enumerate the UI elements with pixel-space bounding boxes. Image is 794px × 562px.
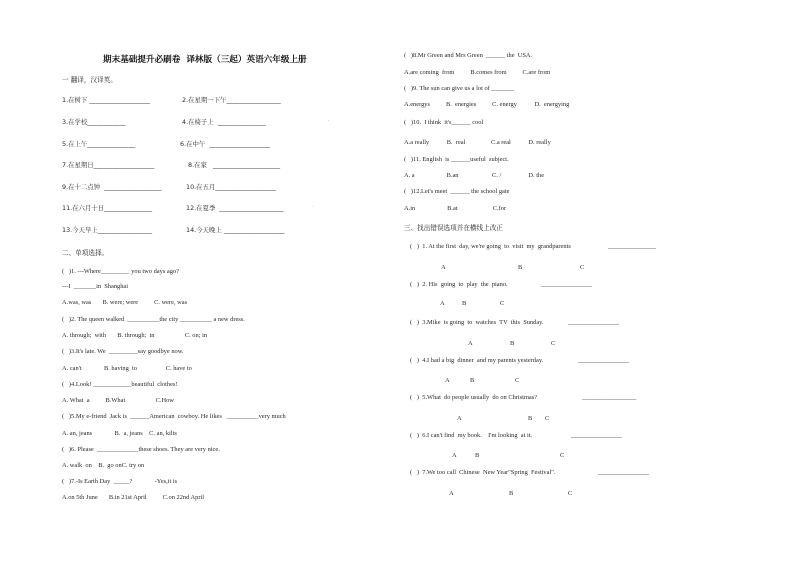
translation-item: 7.在星期日___________________ <box>62 161 155 169</box>
translation-item: 11.在六月十日_______________ <box>62 204 153 212</box>
options-line: A.are coming from B.comes from C.are from <box>404 69 551 76</box>
question-line: ( )1. ---Where_________ you two days ago? <box>62 268 179 275</box>
options-line: A. walk on B. go onC. try on <box>62 462 145 469</box>
question-line: ( )3.It's late. We _________say goodbye now. <box>62 348 184 355</box>
option-letter: B <box>470 377 475 384</box>
answer-blank: _______________ <box>608 243 656 250</box>
options-line: A.energys B. energies C. energy D. energying <box>404 101 570 108</box>
translation-item: 6.在中午 ___________________ <box>180 140 271 148</box>
error-question: ( ) 6.I can't find my book. I'm looking at it. <box>410 432 533 439</box>
question-line: ( )10. I think it's______ cool <box>404 119 484 126</box>
option-letter: C <box>500 300 505 307</box>
option-letter: A <box>457 415 462 422</box>
answer-blank: ________________ <box>568 319 620 326</box>
section-2-heading: 二、单项选择。 <box>62 249 109 257</box>
question-line: ( )7.-Is Earth Day _____? -Yes,it is <box>62 478 178 485</box>
error-question: ( ) 3.Mike is going to watches TV this Sunday. <box>410 319 544 326</box>
options-line: A.a really B. real C.a real D. really <box>404 139 551 146</box>
options-line: A. an, jeans B. a, jeans C. an, kilts <box>62 430 177 437</box>
page-title: 期末基础提升必刷卷 译林版（三起）英语六年级上册 <box>103 55 307 65</box>
option-letter: C <box>515 377 520 384</box>
option-letter: A <box>441 264 446 271</box>
options-line: A. can't B. having to C. have to <box>62 365 192 372</box>
stray-dot: . <box>312 204 314 209</box>
question-line: ( )9. The sun can give us a lot of _______ <box>404 85 514 92</box>
translation-item: 12.在夏季 ____________________ <box>186 204 284 212</box>
error-question: ( ) 1. At the first day, we're going to visit my grandparents <box>410 243 571 250</box>
error-question: ( ) 2. His going to play the piano. <box>410 281 508 288</box>
stray-dot: . <box>328 118 330 123</box>
translation-item: 14.今天晚上 ___________________ <box>186 226 285 234</box>
answer-blank: ________________ <box>541 281 593 288</box>
option-letter: C <box>545 415 550 422</box>
options-line: A.was, was B. were; were C. were, was <box>62 299 188 306</box>
answer-blank: ________________ <box>578 357 630 364</box>
question-line: ( )11. English is ______useful subject. <box>404 156 509 163</box>
translation-item: 13.今天早上_________________ <box>62 226 153 234</box>
question-line: ---I _______in Shanghai <box>62 283 129 290</box>
option-letter: B <box>462 300 467 307</box>
translation-item: 3.在学校____________ <box>62 118 126 126</box>
options-line: A.in B.at C.for <box>404 205 507 212</box>
question-line: ( )8.Mr Green and Mrs Green ______ the USA. <box>404 52 533 59</box>
translation-item: 10.在五月___________________ <box>186 183 277 191</box>
options-line: A.on 5th June B.in 21st April C.on 22nd April <box>62 494 205 501</box>
options-line: A. through; with B. through; in C. on; in <box>62 332 208 339</box>
translation-item: 8.在家 _____________________ <box>188 161 281 169</box>
option-letter: A <box>449 490 454 497</box>
section-3-heading: 三、找出错误选项并在横线上改正 <box>404 224 503 232</box>
option-letter: B <box>510 340 515 347</box>
question-line: ( )4.Look! ____________beautiful clothes! <box>62 381 178 388</box>
option-letter: A <box>468 340 473 347</box>
error-question: ( ) 5.What do people usually do on Christmas? <box>410 394 538 401</box>
option-letter: C <box>580 264 585 271</box>
options-line: A. What a B.What C.How <box>62 397 174 404</box>
error-question: ( ) 7.We too call Chinese New Year"Spring Festival". <box>410 469 556 476</box>
option-letter: B <box>518 264 523 271</box>
options-line: A. a B.an C. / D. the <box>404 172 545 179</box>
option-letter: A <box>452 452 457 459</box>
answer-blank: ________________ <box>571 432 623 439</box>
option-letter: A <box>440 300 445 307</box>
question-line: ( )12.Let's meet ______ the school gate <box>404 188 510 195</box>
answer-blank: _________________ <box>582 394 637 401</box>
translation-item: 9.在十二点钟 __________________ <box>62 183 162 191</box>
option-letter: B <box>528 415 533 422</box>
error-question: ( ) 4.I had a big dinner and my parents yesterday. <box>410 357 544 364</box>
option-letter: C <box>560 452 565 459</box>
translation-item: 2.在星期一下午_________________ <box>182 96 281 104</box>
translation-item: 4.在椅子上 _______________ <box>182 118 266 126</box>
option-letter: C <box>568 490 573 497</box>
option-letter: A <box>445 377 450 384</box>
translation-item: 5.在上午_______________ <box>62 140 136 148</box>
section-1-heading: 一 翻译，汉译英。 <box>62 76 117 84</box>
answer-blank: ________________ <box>598 469 650 476</box>
option-letter: B <box>475 452 480 459</box>
question-line: ( )2. The queen walked __________the city __________ a new dress. <box>62 316 245 323</box>
option-letter: B <box>509 490 514 497</box>
question-line: ( )5.My e-friend Jack is ______American cowboy. He likes __________very much <box>62 413 286 420</box>
question-line: ( )6. Please _____________these shoes. They are very nice. <box>62 446 220 453</box>
translation-item: 1.在树下 ___________________ <box>62 96 151 104</box>
option-letter: C <box>551 340 556 347</box>
